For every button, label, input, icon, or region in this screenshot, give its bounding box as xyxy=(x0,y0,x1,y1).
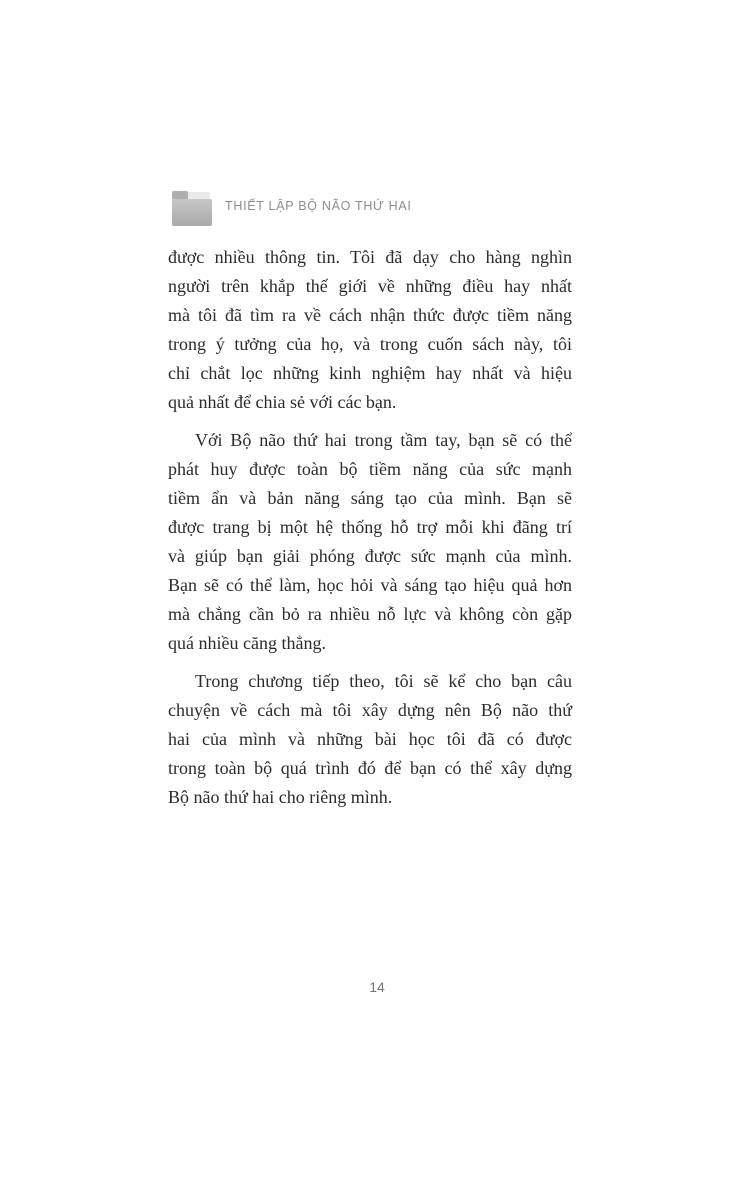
running-header-title: THIẾT LẬP BỘ NÃO THỨ HAI xyxy=(225,199,412,213)
text-line: được trang bị một hệ thống hỗ trợ mỗi khi đãng trí xyxy=(168,517,572,537)
text-line: hai của mình và những bài học tôi đã có được xyxy=(168,729,572,749)
text-line: được nhiều thông tin. Tôi đã dạy cho hàng nghìn xyxy=(168,247,572,267)
paragraph xyxy=(168,426,572,658)
text-line: Bộ não thứ hai cho riêng mình. xyxy=(168,787,393,807)
text-line: người trên khắp thế giới về những điều hay nhất xyxy=(168,276,572,296)
text-line: phát huy được toàn bộ tiềm năng của sức mạnh xyxy=(168,459,572,479)
text-line: chuyện về cách mà tôi xây dựng nên Bộ não thứ xyxy=(168,700,572,720)
folder-icon xyxy=(170,189,214,227)
text-line: chỉ chắt lọc những kinh nghiệm hay nhất và hiệu xyxy=(168,363,572,383)
running-header xyxy=(170,189,412,227)
text-line: và giúp bạn giải phóng được sức mạnh của mình. xyxy=(168,546,572,566)
body-text xyxy=(168,243,572,812)
text-line: Trong chương tiếp theo, tôi sẽ kể cho bạn câu xyxy=(195,671,572,691)
paragraph xyxy=(168,243,572,417)
paragraph xyxy=(168,667,572,812)
page-number: 14 xyxy=(369,979,385,995)
text-line: trong toàn bộ quá trình đó để bạn có thể xây dựng xyxy=(168,758,572,778)
text-line: Với Bộ não thứ hai trong tầm tay, bạn sẽ có thể xyxy=(195,430,572,450)
text-line: trong ý tưởng của họ, và trong cuốn sách này, tôi xyxy=(168,334,572,354)
text-line: mà tôi đã tìm ra về cách nhận thức được tiềm năng xyxy=(168,305,572,325)
text-line: mà chẳng cần bỏ ra nhiều nỗ lực và không còn gặp xyxy=(168,604,572,624)
text-line: quả nhất để chia sẻ với các bạn. xyxy=(168,392,397,412)
text-line: quá nhiều căng thẳng. xyxy=(168,633,326,653)
text-line: tiềm ẩn và bản năng sáng tạo của mình. Bạn sẽ xyxy=(168,488,572,508)
text-line: Bạn sẽ có thể làm, học hỏi và sáng tạo hiệu quả hơn xyxy=(168,575,572,595)
